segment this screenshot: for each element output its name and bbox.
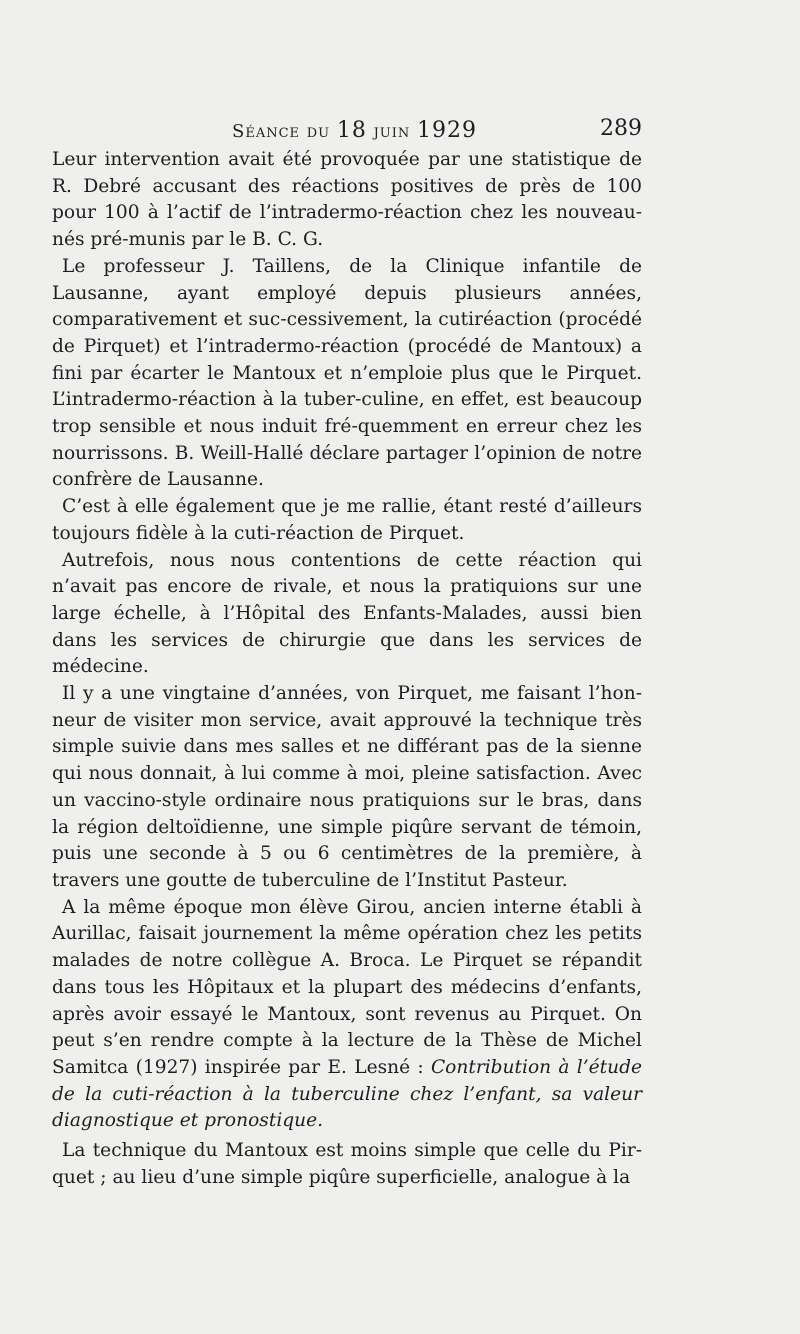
paragraph: C’est à elle également que je me rallie, étant resté d’ailleurs toujours fidèle à la cuti-réaction de Pirquet. — [52, 496, 642, 544]
header-year: 1929 — [417, 118, 478, 143]
paragraph-text: A la même époque mon élève Girou, ancien interne établi à Aurillac, faisait journement la même opération chez les petits malades de notre collègue A. Broca. Le Pirquet se répandit dans tous les Hôpitaux et la plupart des médecins d’enfants, après avoir essayé le Mantoux, sont revenus au Pirquet. On peut s’en rendre compte à la lecture de la Thèse de Michel Samitca (1927) inspirée par E. Lesné : — [52, 896, 642, 1078]
header-month: juin — [373, 121, 411, 142]
header-day: 18 — [336, 118, 367, 143]
paragraph: La technique du Mantoux est moins simple que celle du Pir-quet ; au lieu d’une simple piqûre superficielle, analogue à la — [52, 1140, 642, 1188]
paragraph: Leur intervention avait été provoquée par une statistique de R. Debré accusant des réactions positives de près de 100 pour 100 à l’actif de l’intradermo-réaction chez les nouveau-nés pré-munis par le B. C. G. — [52, 149, 642, 251]
paragraph: Il y a une vingtaine d’années, von Pirquet, me faisant l’hon-neur de visiter mon service, avait approuvé la technique très simple suivie dans mes salles et ne différant pas de la sienne qui nous donnait, à lui comme à moi, pleine satisfaction. Avec un vaccino-style ordinaire nous pratiquions sur le bras, dans la région deltoïdienne, une simple piqûre servant de témoin, puis une seconde à 5 ou 6 centimètres de la première, à travers une goutte de tuberculine de l’Institut Pasteur. — [52, 683, 642, 891]
thesis-title: Contribution à l’étude de la cuti-réaction à la tuberculine chez l’enfant, sa valeur diagnostique et pronostique. — [52, 1056, 643, 1132]
paragraph: Autrefois, nous nous contentions de cette réaction qui n’avait pas encore de rivale, et nous la pratiquions sur une large échelle, à l’Hôpital des Enfants-Malades, aussi bien dans les services de chirurgie que dans les services de médecine. — [52, 549, 642, 678]
paragraph: Le professeur J. Taillens, de la Clinique infantile de Lausanne, ayant employé depuis plusieurs années, comparativement et suc-cessivement, la cutiréaction (procédé de Pirquet) et l’intradermo-réaction (procédé de Mantoux) a fini par écarter le Mantoux et n’emploie plus que le Pirquet. L’intradermo-réaction à la tuber-culine, en effet, est beaucoup trop sensible et nous induit fré-quemment en erreur chez les nourrissons. B. Weill-Hallé déclare partager l’opinion de notre confrère de Lausanne. — [52, 255, 642, 491]
header-title — [232, 118, 477, 143]
page-number: 289 — [600, 116, 642, 141]
paragraph — [52, 895, 642, 1135]
body-text — [52, 147, 642, 1191]
header-seance: Séance du — [232, 121, 331, 142]
